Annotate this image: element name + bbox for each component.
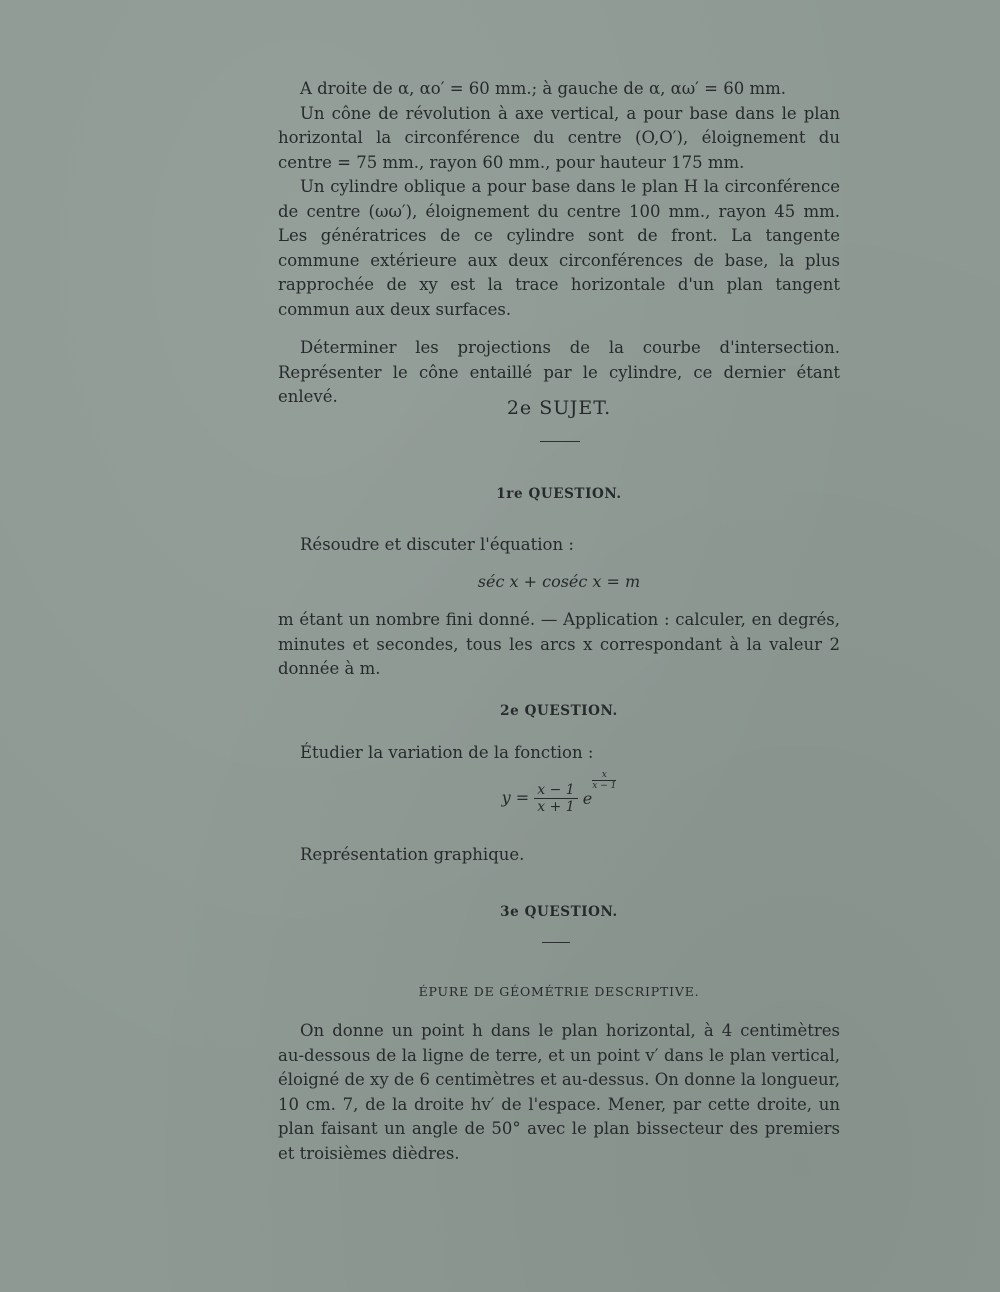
question2-outro-block: [278, 843, 840, 868]
question2-intro: Étudier la variation de la fonction :: [300, 743, 594, 762]
question1-heading: 1re QUESTION.: [496, 486, 622, 502]
formula-denominator: x + 1: [537, 799, 575, 815]
question3-text: On donne un point h dans le plan horizontal, à 4 centimètres au-dessous de la ligne de terre, et un point v′ dans le plan vertical, éloigné de xy de 6 centimètres et au-dessus. On donne la longueur, 10 cm. 7, de la droite hv′ de l'espace. Mener, par cette droite, un plan faisant un angle de 50° avec le plan bissecteur des premiers et troisièmes dièdres.: [278, 1021, 840, 1163]
question3-heading: 3e QUESTION.: [500, 904, 618, 920]
equation: séc x + coséc x = m: [477, 572, 641, 591]
question3-block: [278, 1019, 840, 1166]
formula-exponent-denominator: x − 1: [592, 781, 617, 791]
question2-block: [278, 741, 840, 766]
paragraph-cone: Un cône de révolution à axe vertical, a pour base dans le plan horizontal la circonférence du centre (O,O′), éloignement du centre = 75 mm., rayon 60 mm., pour hauteur 175 mm.: [278, 103, 840, 172]
line-alpha: A droite de α, αo′ = 60 mm.; à gauche de α, αω′ = 60 mm.: [300, 79, 787, 98]
formula-fraction: [534, 782, 577, 815]
question1-block: [278, 533, 840, 558]
formula-base: e: [582, 789, 593, 808]
formula-numerator: x − 1: [534, 782, 577, 799]
question1-application-block: [278, 608, 840, 682]
question2-heading: 2e QUESTION.: [500, 703, 618, 719]
question1-application: m étant un nombre fini donné. — Application : calculer, en degrés, minutes et secondes, tous les arcs x correspondant à la valeur 2 donnée à m.: [278, 610, 840, 678]
title-divider: [540, 441, 580, 442]
formula-exponent-numerator: x: [592, 770, 616, 781]
formula: [278, 770, 840, 815]
sujet1-block: [278, 77, 840, 410]
sujet2-title: 2e SUJET.: [506, 397, 612, 419]
paragraph-cylindre: Un cylindre oblique a pour base dans le plan H la circonférence de centre (ωω′), éloignement du centre 100 mm., rayon 45 mm. Les génératrices de ce cylindre sont de front. La tangente commune extérieure aux deux circonférences de base, la plus rapprochée de xy est la trace horizontale d'un plan tangent commun aux deux surfaces.: [278, 177, 840, 319]
formula-exponent: [592, 770, 616, 791]
question1-intro: Résoudre et discuter l'équation :: [300, 535, 574, 554]
question3-subheading: ÉPURE DE GÉOMÉTRIE DESCRIPTIVE.: [418, 984, 700, 999]
question3-divider: [542, 942, 570, 943]
formula-lhs: y =: [501, 788, 530, 807]
question2-outro: Représentation graphique.: [300, 845, 525, 864]
paragraph-determiner: Déterminer les projections de la courbe d'intersection. Représenter le cône entaillé par le cylindre, ce dernier étant enlevé.: [278, 338, 840, 406]
